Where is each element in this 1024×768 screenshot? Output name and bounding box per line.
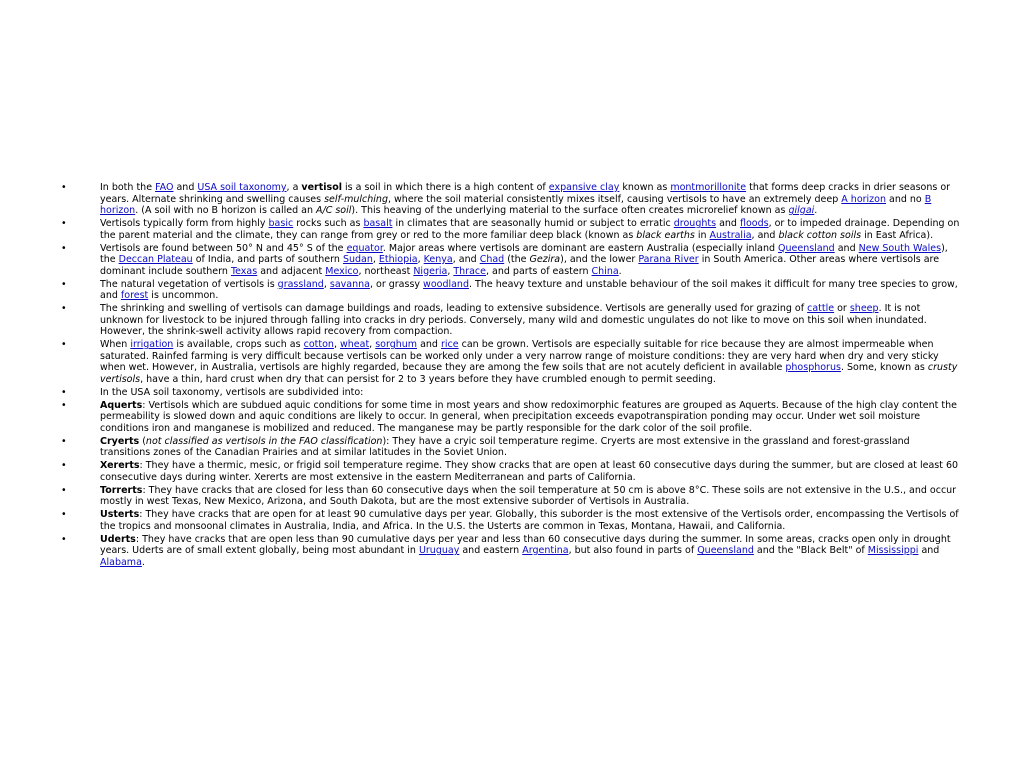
bold-term: Cryerts (100, 435, 140, 447)
bullet-marker: • (61, 278, 67, 290)
text-run: : They have cracks that are open for at least 90 cumulative days per year. Globally, this suborder is the most extensive of the Vertisols order, encompassing the Vertisols of the tropics and monsoonal climates in Australia, India, and Africa. In the U.S. the Usterts are common in Texas, Montana, Hawaii, and California. (100, 509, 959, 532)
text-run: , and (751, 229, 779, 241)
wiki-link[interactable]: Nigeria (413, 265, 448, 277)
wiki-link[interactable]: rice (440, 339, 459, 350)
text-run: , (369, 339, 376, 350)
list-item (0, 243, 1024, 278)
wiki-link[interactable]: FAO (155, 182, 174, 193)
text-run: : They have cracks that are open less than 90 cumulative days per year and less than 60 consecutive days during the summer. In some areas, cracks open only in drought years. Uderts are of small extent globally, being most abundant in (100, 533, 951, 556)
text-run: Vertisols are found between 50° N and 45° S of the (100, 242, 347, 254)
bullet-marker: • (61, 218, 67, 229)
bold-term: Xererts (100, 460, 140, 471)
text-run: can be grown. Vertisols are especially suitable for rice because they are almost impermeable when saturated. Rainfed farming is very difficult because vertisols can be worked only under a very narrow range of moisture conditions: they are very hard when dry and very sticky when wet. However, in Australia, vertisols are highly regarded, because they are among the few soils that are not acutely deficient in available (100, 339, 939, 373)
bullet-marker: • (61, 533, 67, 545)
text-run: . (618, 265, 622, 277)
text-run: and eastern (459, 545, 523, 556)
wiki-link[interactable]: USA soil taxonomy (197, 182, 287, 193)
text-run: ( (139, 435, 146, 447)
list-item (0, 485, 1024, 508)
text-run: , (372, 254, 379, 265)
wiki-link[interactable]: cotton (303, 339, 334, 350)
text-run: in (694, 229, 710, 241)
bold-term: Uderts (100, 533, 136, 545)
wiki-link[interactable]: New South Wales (858, 242, 942, 254)
italic-term: not classified as vertisols in the FAO classification (145, 435, 383, 447)
list-item (0, 534, 1024, 569)
vertisol-bullet-list (0, 182, 1024, 568)
wiki-link[interactable]: Kenya (423, 254, 453, 265)
wiki-link[interactable]: Uruguay (418, 545, 460, 556)
text-run: : Vertisols which are subdued aquic conditions for some time in most years and show redoximorphic features are grouped as Aquerts. Because of the high clay content the permeability is slowed down and aquic conditions are likely to occur. In general, when precipitation exceeds evapotranspiration ponding may occur. Under wet soil moisture conditions iron and manganese is mobilized and reduced. The manganese may be partly responsible for the dark color of the soil profile. (100, 399, 958, 434)
text-run: . The heavy texture and unstable behaviour of the soil makes it difficult for many tree species to grow, and (100, 278, 958, 301)
bullet-marker: • (61, 303, 67, 314)
wiki-link[interactable]: Alabama (100, 556, 142, 568)
wiki-link[interactable]: Thrace (453, 265, 486, 277)
text-run: (the (504, 254, 530, 265)
text-run: and the "Black Belt" of (753, 545, 868, 556)
text-run: : They have a thermic, mesic, or frigid soil temperature regime. They show cracks that are open at least 60 consecutive days during the summer, but are closed at least 60 consecutive days during winter. Xererts are most extensive in the eastern Mediterranean and parts of California. (100, 460, 959, 483)
text-run: : They have cracks that are closed for less than 60 consecutive days when the soil temperature at 50 cm is above 8°C. These soils are not extensive in the U.S., and occur mostly in west Texas, New Mexico, Arizona, and South Dakota, but are the most extensive suborder of Vertisols in Australia. (100, 484, 957, 507)
wiki-link[interactable]: basic (268, 218, 294, 229)
text-run: , (323, 278, 330, 290)
wiki-link[interactable]: wheat (339, 339, 370, 350)
bullet-marker: • (61, 484, 67, 496)
text-run: The natural vegetation of vertisols is (100, 278, 278, 290)
wiki-link[interactable]: Ethiopia (378, 254, 418, 265)
list-item (0, 436, 1024, 459)
text-run: ). This heaving of the underlying material to the surface often creates microrelief known as (351, 205, 789, 216)
wiki-link[interactable]: Parana River (638, 254, 699, 265)
bullet-marker: • (61, 339, 67, 350)
text-run: and adjacent (257, 265, 326, 277)
bullet-marker: • (61, 386, 67, 398)
wiki-link[interactable]: forest (120, 290, 149, 301)
document-body (0, 182, 1024, 570)
text-run: In the USA soil taxonomy, vertisols are subdivided into: (100, 386, 364, 398)
text-run: , but also found in parts of (568, 545, 698, 556)
wiki-link[interactable]: sheep (849, 303, 879, 314)
italic-term: A/C soil (316, 205, 352, 216)
wiki-link[interactable]: Texas (230, 265, 258, 277)
wiki-link[interactable]: droughts (673, 218, 717, 229)
list-item (0, 218, 1024, 241)
bullet-marker: • (61, 435, 67, 447)
wiki-link[interactable]: B horizon (100, 193, 932, 216)
italic-term: black earths (636, 229, 695, 241)
text-run: , a (286, 182, 302, 193)
wiki-link[interactable]: equator (346, 242, 383, 254)
text-run: and (417, 339, 441, 350)
text-run: , or grassy (369, 278, 424, 290)
wiki-link[interactable]: expansive clay (548, 182, 620, 193)
list-item (0, 303, 1024, 338)
text-run: in East Africa). (861, 229, 934, 241)
bullet-marker: • (61, 182, 67, 193)
text-run: rocks such as (293, 218, 364, 229)
bold-term: Aquerts (100, 399, 143, 411)
list-item (0, 279, 1024, 302)
text-run: , (417, 254, 424, 265)
text-run: . (814, 205, 818, 216)
bullet-marker: • (61, 399, 67, 411)
list-item (0, 339, 1024, 385)
wiki-link[interactable]: cattle (807, 303, 835, 314)
text-run: and (716, 218, 740, 229)
bold-term: Usterts (100, 509, 140, 520)
wiki-link[interactable]: savanna (329, 278, 370, 290)
text-run: . Some, known as (840, 362, 928, 373)
text-run: , or to impeded drainage. Depending on the parent material and the climate, they can range from grey or red to the more familiar deep black (known as (100, 218, 960, 241)
text-run: that forms deep cracks in drier seasons or years. Alternate shrinking and swelling causes (100, 182, 951, 205)
wiki-link[interactable]: Deccan Plateau (118, 254, 193, 265)
text-run: and (173, 182, 198, 193)
text-run: is uncommon. (148, 290, 219, 301)
text-run: , northeast (358, 265, 414, 277)
italic-term: crusty vertisols (100, 362, 958, 385)
text-run: and (918, 545, 940, 556)
text-run: and (834, 242, 859, 254)
text-run: . (141, 556, 145, 568)
wiki-link[interactable]: woodland (423, 278, 469, 290)
bold-term: Torrerts (100, 484, 143, 496)
text-run: in climates that are seasonally humid or subject to erratic (392, 218, 674, 229)
italic-term: self-mulching (324, 193, 388, 205)
text-run: , and (452, 254, 480, 265)
text-run: ), and the lower (560, 254, 639, 265)
text-run: When (100, 339, 131, 350)
text-run: , (333, 339, 340, 350)
wiki-link[interactable]: irrigation (130, 339, 174, 350)
italic-term: black cotton soils (778, 229, 862, 241)
wiki-link[interactable]: Mississippi (867, 545, 919, 556)
text-run: in South America. Other areas where vertisols are dominant include southern (100, 254, 940, 277)
wiki-link[interactable]: Chad (479, 254, 505, 265)
list-item (0, 400, 1024, 435)
text-run: known as (619, 182, 671, 193)
text-run: In both the (100, 182, 156, 193)
wiki-link[interactable]: montmorillonite (670, 182, 747, 193)
bullet-marker: • (61, 460, 67, 471)
wiki-link[interactable]: Queensland (697, 545, 754, 556)
wiki-link[interactable]: floods (739, 218, 769, 229)
text-run: The shrinking and swelling of vertisols can damage buildings and roads, leading to extensive subsidence. Vertisols are generally used for grazing of (100, 303, 808, 314)
wiki-link[interactable]: China (591, 265, 619, 277)
wiki-link[interactable]: sorghum (375, 339, 418, 350)
wiki-link[interactable]: Australia (709, 229, 752, 241)
text-run: is a soil in which there is a high content of (341, 182, 549, 193)
text-run: . Major areas where vertisols are dominant are eastern Australia (especially inland (382, 242, 779, 254)
wiki-link[interactable]: phosphorus (785, 362, 841, 373)
list-item (0, 182, 1024, 217)
wiki-link[interactable]: Queensland (778, 242, 835, 254)
wiki-link[interactable]: Argentina (522, 545, 569, 556)
text-run: , where the soil material consistently mixes itself, causing vertisols to have an extremely deep (387, 193, 842, 205)
text-run: ): They have a cryic soil temperature regime. Cryerts are most extensive in the grassland and forest-grassland transitions zones of the Canadian Prairies and at similar latitudes in the Soviet Union. (100, 435, 910, 458)
bullet-marker: • (61, 509, 67, 520)
text-run: , have a thin, hard crust when dry that can persist for 2 to 3 years before they have crumbled enough to permit seeding. (140, 373, 716, 385)
text-run: . It is not unknown for livestock to be injured through falling into cracks in dry periods. Conversely, many wild and domestic ungulates do not like to move on this soil when inundated. However, the shrink-swell activity allows rapid recovery from compaction. (100, 303, 927, 337)
wiki-link[interactable]: Mexico (325, 265, 359, 277)
text-run: or (834, 303, 850, 314)
text-run: Vertisols typically form from highly (100, 218, 269, 229)
bullet-marker: • (61, 242, 67, 254)
wiki-link[interactable]: gilgai (788, 205, 815, 216)
text-run: is available, crops such as (173, 339, 304, 350)
wiki-link[interactable]: A horizon (841, 193, 886, 205)
text-run: . (A soil with no B horizon is called an (135, 205, 316, 216)
wiki-link[interactable]: Sudan (342, 254, 373, 265)
text-run: of India, and parts of southern (192, 254, 343, 265)
list-item (0, 387, 1024, 399)
text-run: , and parts of eastern (486, 265, 592, 277)
italic-term: Gezira (529, 254, 561, 265)
bold-term: vertisol (301, 182, 342, 193)
text-run: and no (886, 193, 925, 205)
wiki-link[interactable]: grassland (277, 278, 324, 290)
list-item (0, 460, 1024, 483)
text-run: , (447, 265, 454, 277)
list-item (0, 509, 1024, 532)
text-run: ), the (100, 242, 948, 265)
wiki-link[interactable]: basalt (363, 218, 393, 229)
